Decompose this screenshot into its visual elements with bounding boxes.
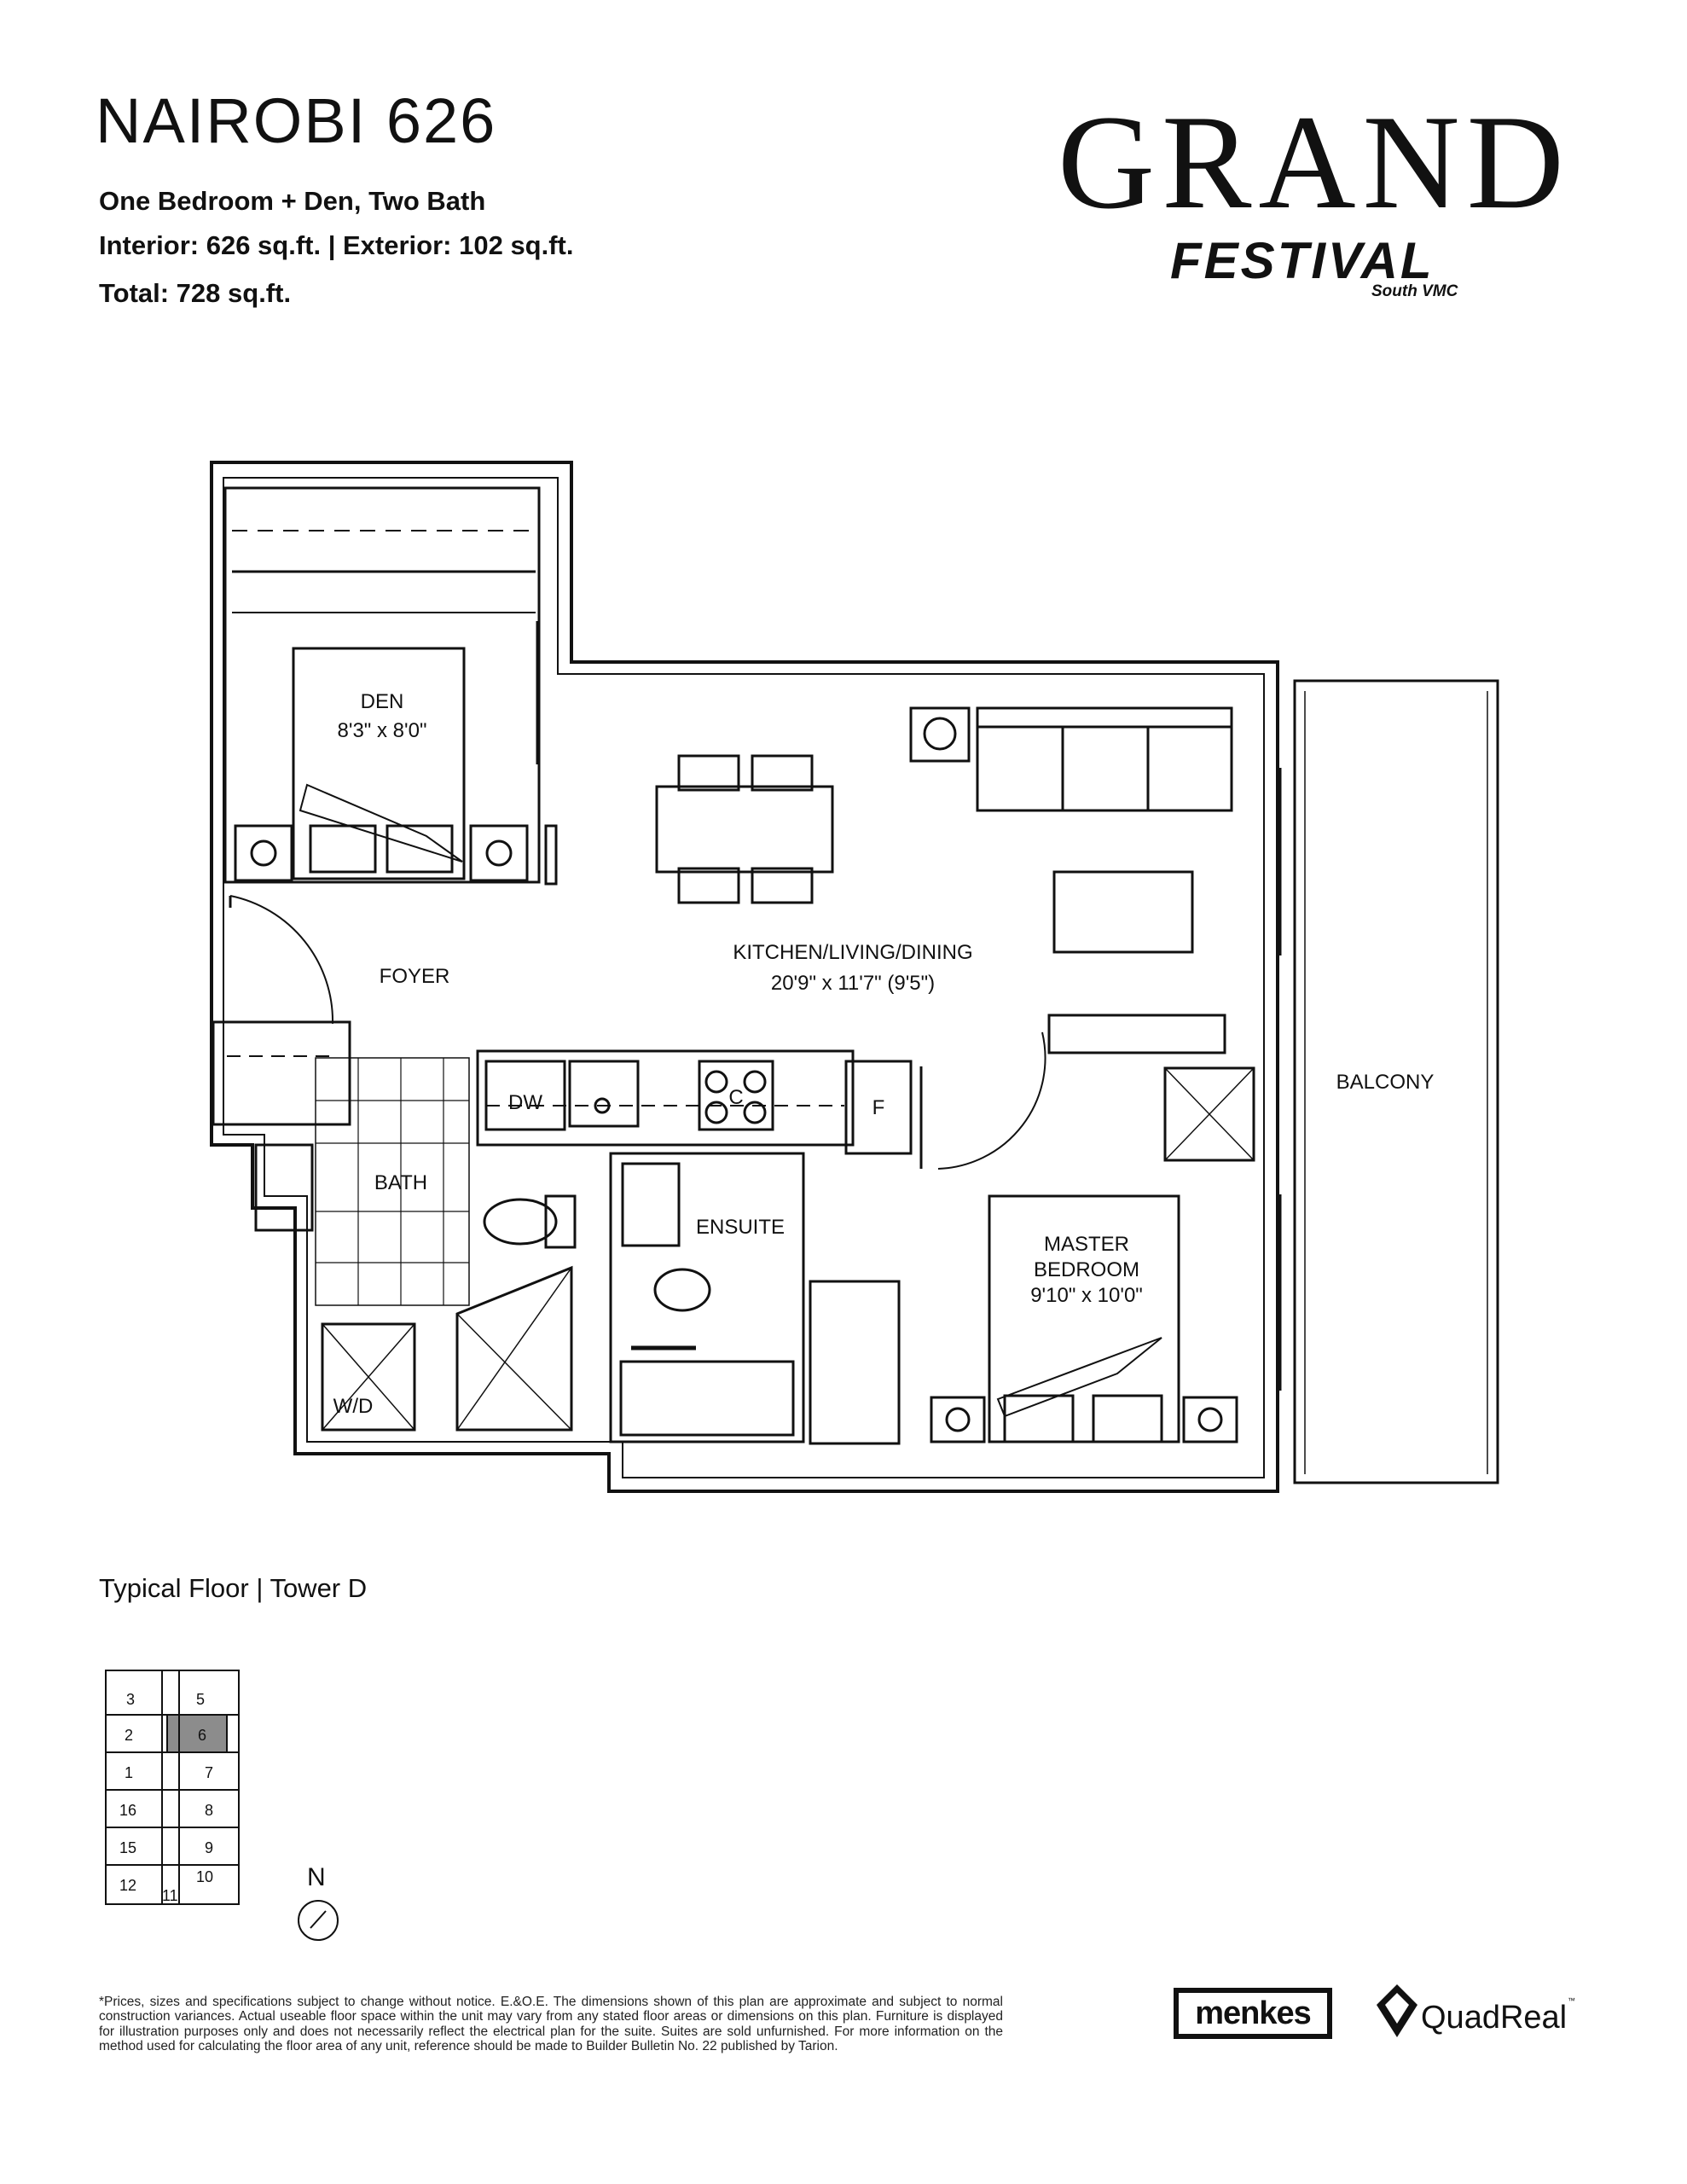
ensuite-label: ENSUITE [695,1216,786,1239]
keyplan-unit-16: 16 [119,1802,137,1819]
keyplan-unit-9: 9 [205,1839,214,1856]
compass-icon [295,1897,341,1943]
foyer-label: FOYER [379,965,450,988]
bath-label: BATH [374,1171,428,1194]
grand-logo: GRAND [1058,88,1571,237]
bath-wall [213,1022,350,1124]
menkes-logo: menkes [1174,1988,1332,2039]
unit-type: One Bedroom + Den, Two Bath [99,186,486,216]
festival-sub-logo: South VMC [1371,282,1458,300]
festival-logo: FESTIVAL [1170,232,1435,289]
master-label: MASTER [1043,1233,1130,1256]
keyplan-unit-12: 12 [119,1877,137,1894]
unit-areas: Interior: 626 sq.ft. | Exterior: 102 sq.ft. [99,230,574,260]
cooktop-label: C [728,1086,744,1109]
sofa [977,708,1232,810]
balcony-label: BALCONY [1336,1071,1435,1094]
master-bed-sheet [998,1338,1162,1416]
keyplan-unit-6: 6 [198,1727,207,1744]
keyplan-unit-7: 7 [205,1764,214,1781]
den-nightstand [235,826,292,880]
master-door-swing [938,1032,1046,1169]
quadreal-logo: QuadReal [1421,2000,1568,2036]
mechanical-unit [911,708,969,761]
foyer-door-swing [230,896,333,1024]
keyplan-unit-11: 11 [162,1887,178,1904]
bedroom-label: BEDROOM [1033,1258,1140,1281]
ensuite-toilet [655,1269,710,1310]
quadreal-icon [1375,1983,1419,2039]
washer-dryer-label: W/D [333,1395,374,1418]
disclaimer: *Prices, sizes and specifications subject to change without notice. E.&O.E. The dimensions shown of this plan are approximate and subject to normal construction variances. Actual useable floor space within the unit may vary from any stated floor areas or dimensions on this plan. Furniture is displayed for illustration purposes only and does not necessarily reflect the electrical plan for the suite. Suites are sold unfurnished. For more information on the method used for calculating the floor area of any unit, reference should be made to Builder Bulletin No. 22 published by Tarion. [99,1995,1003,2054]
den-label: DEN [360,690,404,713]
exterior-wall [212,462,1278,1491]
highlighted-unit-fill [167,1715,227,1752]
den-bed-sheet [300,785,462,862]
quadreal-trademark: ™ [1568,1996,1575,2005]
tv-console [1049,1015,1225,1053]
keyplan-caption: Typical Floor | Tower D [99,1573,368,1603]
unit-title: NAIROBI 626 [96,85,497,156]
ensuite-sink [623,1164,679,1246]
keyplan-unit-10: 10 [196,1868,214,1885]
den-wall [225,488,539,882]
kitchen-sink [570,1061,638,1126]
den-size: 8'3" x 8'0" [337,719,427,742]
master-closet [810,1281,899,1443]
unit-total-area: Total: 728 sq.ft. [99,278,292,308]
north-label: N [307,1863,326,1891]
keyplan-unit-5: 5 [196,1691,206,1708]
dishwasher-label: DW [508,1091,542,1114]
fridge-label: F [872,1096,885,1119]
keyplan-unit-3: 3 [126,1691,136,1708]
kitchen-living-dining-label: KITCHEN/LIVING/DINING [733,941,973,964]
coffee-table [1054,872,1192,952]
keyplan-unit-15: 15 [119,1839,137,1856]
dining-table [657,787,832,872]
kitchen-living-dining-size: 20'9" x 11'7" (9'5") [770,972,936,995]
ensuite-tub [621,1362,793,1435]
master-bedroom-size: 9'10" x 10'0" [1030,1284,1143,1307]
keyplan-unit-1: 1 [125,1764,134,1781]
keyplan-unit-8: 8 [205,1802,214,1819]
keyplan-unit-2: 2 [125,1727,134,1744]
master-nightstand [1184,1397,1237,1442]
master-nightstand [931,1397,984,1442]
keyplan [94,1655,264,1920]
den-nightstand [471,826,527,880]
